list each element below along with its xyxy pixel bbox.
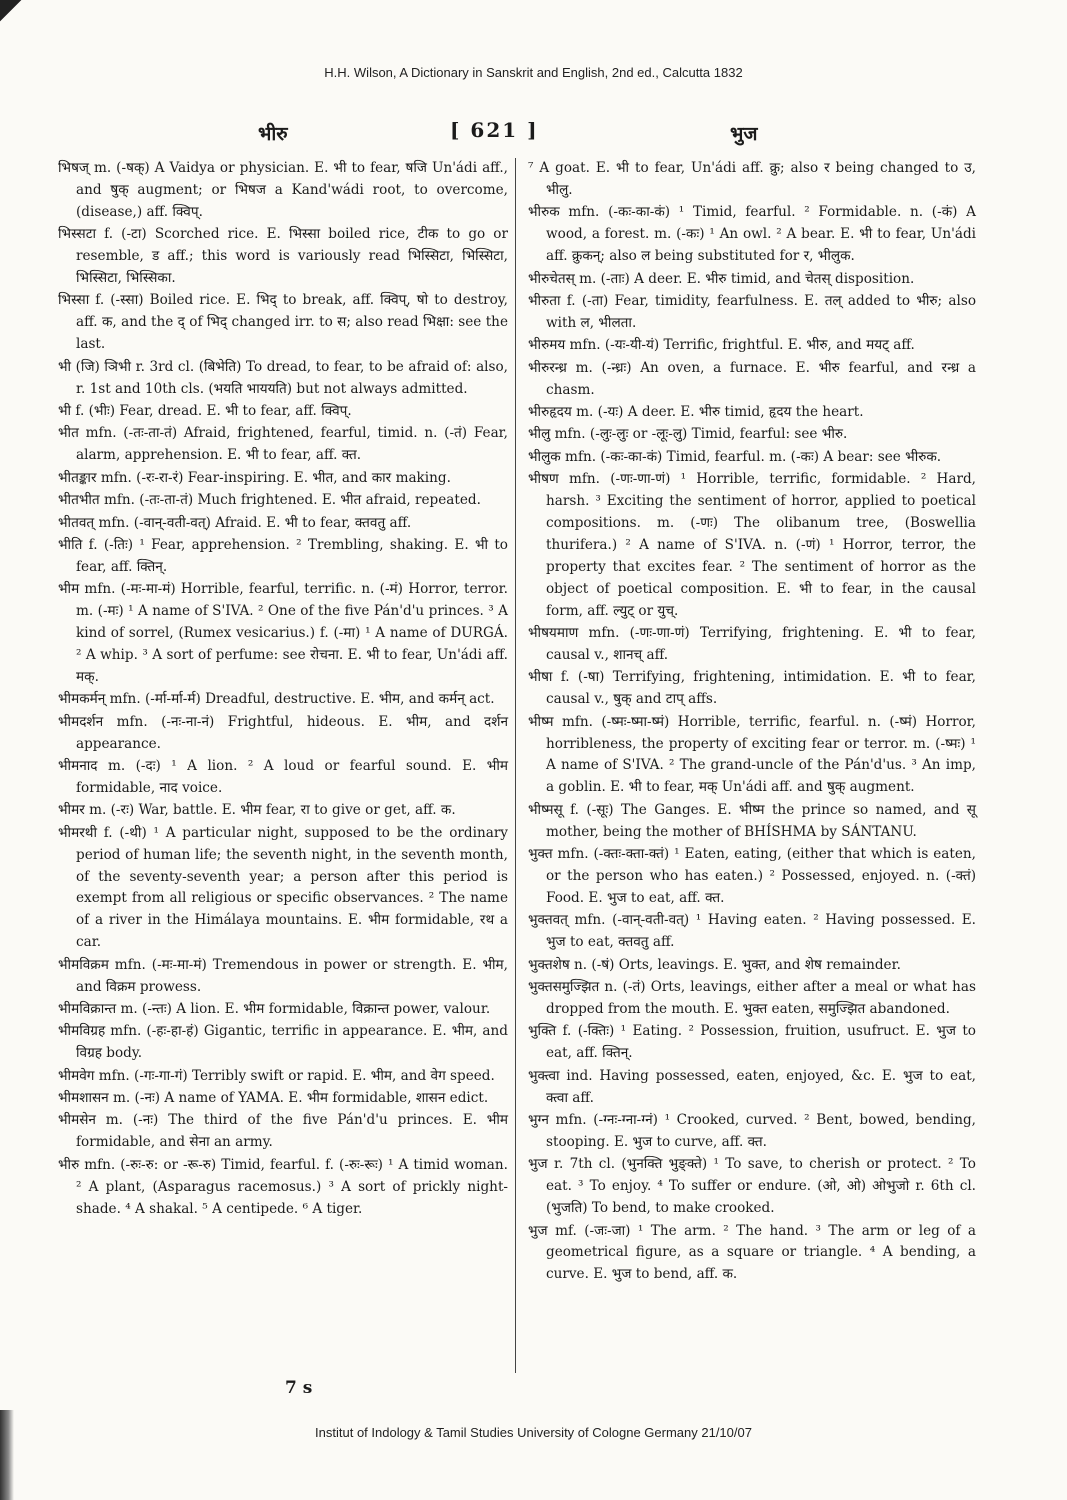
dictionary-entry: भीतवत् mfn. (-वान्-वती-वत्) Afraid. E. भी to fear, क्तवतु aff.	[58, 514, 412, 531]
dictionary-entry: भी (जि) ञिभी r. 3rd cl. (बिभेति) To dread, to fear, to be afraid of: also, r. 1st and 10th cls. (भयति भाययति) but not always admitted.	[58, 358, 508, 397]
dictionary-entry: भीरुता f. (-ता) Fear, timidity, fearfulness. E. तल् added to भीरु; also with ल, भीलता.	[528, 292, 976, 331]
dictionary-entry: भिस्सटा f. (-टा) Scorched rice. E. भिस्सा boiled rice, टीक to go or resemble, ड aff.; this word is variously read भिस्सिटा, भिस्सिटा, भिस्सिटा, भिस्सिका.	[58, 226, 508, 287]
dictionary-entry: भीषा f. (-षा) Terrifying, frightening, intimidation. E. भी to fear, causal v., षुक् and टाप् affs.	[528, 669, 976, 708]
dictionary-entry: भीरुरन्ध्र m. (-न्ध्रः) An oven, a furnace. E. भीरु fearful, and रन्ध्र a chasm.	[528, 359, 976, 398]
dictionary-entry: भीति f. (-तिः) ¹ Fear, apprehension. ² Trembling, shaking. E. भी to fear, aff. क्तिन्.	[58, 536, 508, 575]
dictionary-entry: भुक्तशेष n. (-षं) Orts, leavings. E. भुक्त, and शेष remainder.	[528, 956, 901, 973]
digitization-footer: Institut of Indology & Tamil Studies University of Cologne Germany 21/10/07	[315, 1425, 752, 1440]
dictionary-entry: भीमविक्रम mfn. (-मः-मा-मं) Tremendous in power or strength. E. भीम, and विक्रम prowess.	[58, 956, 508, 995]
left-catchword: भीरु	[258, 123, 288, 145]
dictionary-entry: भीष्म mfn. (-ष्मः-ष्मा-ष्मं) Horrible, terrific, fearful. n. (-ष्मं) Horror, horribleness, the property of exciting fear or terror. m. (-ष्मः) ¹ A name of S'IVA. ² The grand-uncle of the Pán'd'us. ³ An imp, a goblin. E. भी to fear, मक् Un'ádi aff. and षुक् augment.	[528, 713, 976, 796]
dictionary-entry: भीमविक्रान्त m. (-न्तः) A lion. E. भीम formidable, विक्रान्त power, valour.	[58, 1000, 491, 1017]
dictionary-entry: भुक्त mfn. (-क्तः-क्ता-क्तं) ¹ Eaten, eating, (either that which is eaten, or the person who has eaten.) ² Possessed, enjoyed. n. (-क्तं) Food. E. भुज to eat, aff. क्त.	[528, 846, 976, 906]
dictionary-entry: भीमरथी f. (-थी) ¹ A particular night, supposed to be the ordinary period of human life; the seventh night, in the seventh month, of the seventy-seventh year; a person after this period is exempt from all religious or specific observances. ² The name of a river in the Himálaya mountains. E. भीम formidable, रथ a car.	[58, 824, 508, 951]
dictionary-entry: भीमकर्मन् mfn. (-र्मा-र्मा-र्म) Dreadful, destructive. E. भीम, and कर्मन् act.	[58, 691, 495, 708]
dictionary-entry: भुक्तसमुज्झित n. (-तं) Orts, leavings, either after a meal or what has dropped from the mouth. E. भुक्त eaten, समुज्झित abandoned.	[528, 979, 976, 1017]
page-number: [ 621 ]	[450, 118, 539, 142]
dictionary-entry: भीम mfn. (-मः-मा-मं) Horrible, fearful, terrific. n. (-मं) Horror, terror. m. (-मः) ¹ A name of S'IVA. ² One of the five Pán'd'u princes. ³ A kind of sorrel, (Rumex vesicarius.) f. (-मा) ¹ A name of DURGÁ. ² A whip. ³ A sort of perfume: see रोचना. E. भी to fear, Un'ádi aff. मक्.	[58, 581, 508, 685]
right-catchword: भुज	[730, 123, 758, 145]
column-divider	[515, 158, 516, 1373]
dictionary-entry: भीरुक mfn. (-कः-का-कं) ¹ Timid, fearful. ² Formidable. n. (-कं) A wood, a forest. m. (-कः) ¹ An owl. ² A bear. E. भी to fear, Un'ádi aff. क्रुकन्; also ल being substituted for र, भीलुक.	[528, 204, 976, 265]
dictionary-entry: भुज mf. (-जः-जा) ¹ The arm. ² The hand. ³ The arm or leg of a geometrical figure, as a square or triangle. ⁴ A bending, a curve. E. भुज to bend, aff. क.	[528, 1222, 976, 1283]
dictionary-entry: भीरुहृदय m. (-यः) A deer. E. भीरु timid, हृदय the heart.	[528, 403, 864, 420]
dictionary-entry: भीरुमय mfn. (-यः-यी-यं) Terrific, frightful. E. भीरु, and मयट् aff.	[528, 337, 915, 354]
dictionary-entry: भीमदर्शन mfn. (-नः-ना-नं) Frightful, hideous. E. भीम, and दर्शन appearance.	[58, 713, 508, 752]
dictionary-entry: भीरुचेतस् m. (-ताः) A deer. E. भीरु timid, and चेतस् disposition.	[528, 270, 915, 287]
dictionary-entry: भीतङ्कार mfn. (-रः-रा-रं) Fear-inspiring. E. भीत, and कार making.	[58, 469, 451, 486]
dictionary-entry: भीतभीत mfn. (-तः-ता-तं) Much frightened. E. भीत afraid, repeated.	[58, 492, 481, 509]
dictionary-entry: भीलु mfn. (-लुः-लुः or -लूः-लु) Timid, fearful: see भीरु.	[528, 426, 848, 443]
dictionary-entry: भीत mfn. (-तः-ता-तं) Afraid, frightened, fearful, timid. n. (-तं) Fear, alarm, apprehension. E. भी to fear, aff. क्त.	[58, 425, 508, 464]
dictionary-entry: भीषण mfn. (-णः-णा-णं) ¹ Horrible, terrific, formidable. ² Hard, harsh. ³ Exciting the sentiment of horror, applied to poetical compositions. m. (-णः) The olibanum tree, (Boswellia thurifera.) ² A name of S'IVA. n. (-णं) ¹ Horror, terror, the property that excites fear. ² The sentiment of horror as the object of poetical composition. E. भी to fear, in the causal form, aff. ल्युट् or युच्.	[528, 471, 976, 619]
scan-corner-mark	[0, 0, 40, 30]
left-column	[58, 158, 508, 1221]
dictionary-entry: भुग्न mfn. (-ग्नः-ग्ना-ग्नं) ¹ Crooked, curved. ² Bent, bowed, bending, stooping. E. भुज to curve, aff. क्त.	[528, 1111, 976, 1150]
dictionary-entry: भुक्तवत् mfn. (-वान्-वती-वत्) ¹ Having eaten. ² Having possessed. E. भुज to eat, क्तवतु aff.	[528, 912, 976, 951]
dictionary-entry: भुक्त्वा ind. Having possessed, eaten, enjoyed, &c. E. भुज to eat, क्त्वा aff.	[528, 1067, 976, 1106]
scan-edge-shadow	[0, 1410, 14, 1500]
dictionary-entry: भीलुक mfn. (-कः-का-कं) Timid, fearful. m. (-कः) A bear: see भीरुक.	[528, 448, 942, 465]
dictionary-entry: भीषयमाण mfn. (-णः-णा-णं) Terrifying, frightening. E. भी to fear, causal v., शानच् aff.	[528, 625, 976, 663]
dictionary-entry: भीमनाद m. (-दः) ¹ A lion. ² A loud or fearful sound. E. भीम formidable, नाद voice.	[58, 757, 508, 796]
dictionary-entry: भीमशासन m. (-नः) A name of YAMA. E. भीम formidable, शासन edict.	[58, 1090, 489, 1107]
dictionary-entry: ⁷ A goat. E. भी to fear, Un'ádi aff. क्रु; also र being changed to उ, भीलु.	[528, 160, 976, 198]
dictionary-entry: भीरु mfn. (-रुः-रु: or -रू-रु) Timid, fearful. f. (-रुः-रूः) ¹ A timid woman. ² A plant, (Asparagus racemosus.) ³ A sort of prickly night-shade. ⁴ A shakal. ⁵ A centipede. ⁶ A tiger.	[58, 1156, 508, 1217]
dictionary-entry: भीष्मसू f. (-सूः) The Ganges. E. भीष्म the prince so named, and सू mother, being the mother of BHÍSHMA by SÁNTANU.	[528, 801, 976, 840]
dictionary-entry: भिस्सा f. (-स्सा) Boiled rice. E. भिद् to break, aff. क्विप्, षो to destroy, aff. क, and the द् of भिद् changed irr. to स; also read भिक्षा: see the last.	[58, 292, 508, 353]
dictionary-entry: भी f. (भीः) Fear, dread. E. भी to fear, aff. क्विप्.	[58, 402, 352, 419]
dictionary-entry: भीमवेग mfn. (-गः-गा-गं) Terribly swift or rapid. E. भीम, and वेग speed.	[58, 1067, 495, 1084]
dictionary-entry: भीमविग्रह mfn. (-हः-हा-हं) Gigantic, terrific in appearance. E. भीम, and विग्रह body.	[58, 1023, 508, 1062]
page-header	[58, 118, 978, 150]
dictionary-entry: भुज r. 7th cl. (भुनक्ति भुङ्क्ते) ¹ To save, to cherish or protect. ² To eat. ³ To enjoy. ⁴ To suffer or endure. (ओ, ओ) ओभुजो r. 6th cl. (भुजति) To bend, to make crooked.	[528, 1156, 976, 1217]
dictionary-entry: भीमर m. (-रः) War, battle. E. भीम fear, रा to give or get, aff. क.	[58, 802, 456, 819]
dictionary-entry: भीमसेन m. (-नः) The third of the five Pán'd'u princes. E. भीम formidable, and सेना an army.	[58, 1112, 508, 1151]
source-citation: H.H. Wilson, A Dictionary in Sanskrit and English, 2nd ed., Calcutta 1832	[324, 65, 743, 80]
printer-signature-mark: 7 s	[285, 1378, 313, 1398]
dictionary-entry: भुक्ति f. (-क्तिः) ¹ Eating. ² Possession, fruition, usufruct. E. भुज to eat, aff. क्तिन्.	[528, 1023, 976, 1062]
dictionary-entry: भिषज् m. (-षक्) A Vaidya or physician. E. भी to fear, षजि Un'ádi aff., and षुक् augment; or भिषज a Kand'wádi root, to overcome, (disease,) aff. क्विप्.	[58, 160, 508, 220]
right-column	[528, 158, 976, 1287]
